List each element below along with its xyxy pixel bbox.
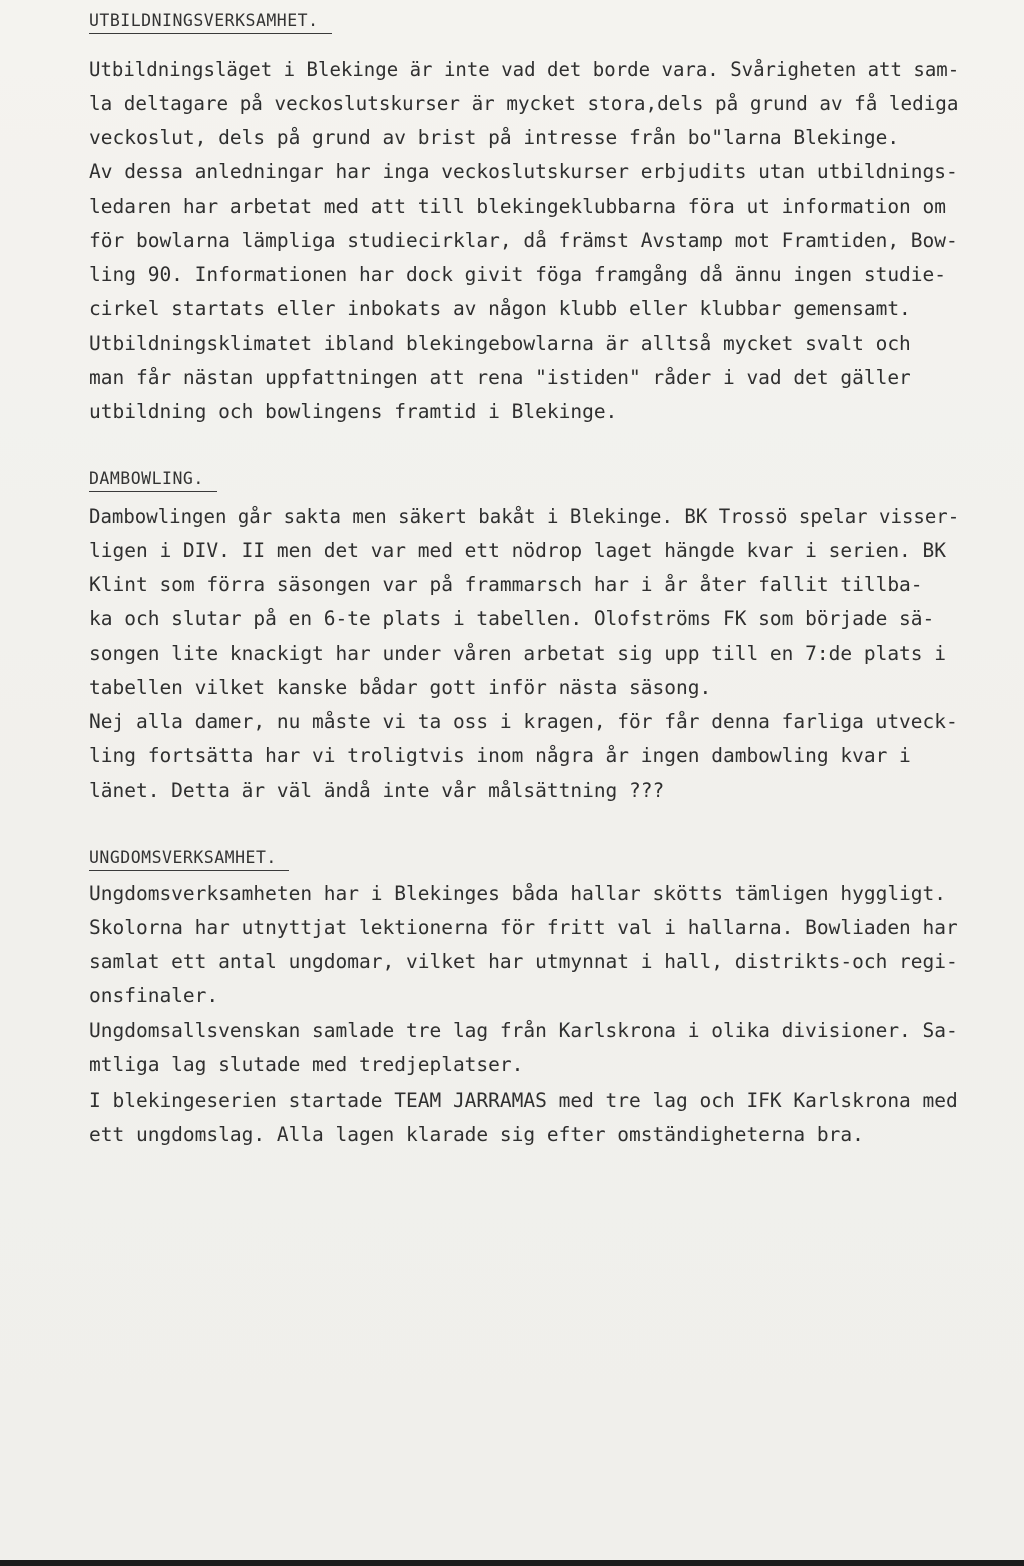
text-line: songen lite knackigt har under våren arbetat sig upp till en 7:de plats i <box>89 642 947 665</box>
heading-underline <box>89 870 289 871</box>
text-line: ka och slutar på en 6-te plats i tabellen. Olofströms FK som började sä- <box>89 607 935 630</box>
text-line: Utbildningsklimatet ibland blekingebowlarna är alltså mycket svalt och <box>89 332 911 355</box>
section-heading-ungdom: UNGDOMSVERKSAMHET. <box>89 848 277 867</box>
text-line: Dambowlingen går sakta men säkert bakåt i Blekinge. BK Trossö spelar visser- <box>89 505 960 528</box>
text-line: Ungdomsverksamheten har i Blekinges båda hallar skötts tämligen hyggligt. <box>89 882 947 905</box>
text-line: Klint som förra säsongen var på frammarsch har i år åter fallit tillba- <box>89 573 923 596</box>
section-heading-dambowling: DAMBOWLING. <box>89 469 204 488</box>
text-line: länet. Detta är väl ändå inte vår målsättning ??? <box>89 779 665 802</box>
text-line: Skolorna har utnyttjat lektionerna för fritt val i hallarna. Bowliaden har <box>89 916 958 939</box>
text-line: Ungdomsallsvenskan samlade tre lag från Karlskrona i olika divisioner. Sa- <box>89 1019 958 1042</box>
text-line: I blekingeserien startade TEAM JARRAMAS med tre lag och IFK Karlskrona med <box>89 1089 958 1112</box>
text-line: veckoslut, dels på grund av brist på intresse från bo"larna Blekinge. <box>89 126 900 149</box>
text-line: ligen i DIV. II men det var med ett nödrop laget hängde kvar i serien. BK <box>89 539 947 562</box>
scan-bottom-edge <box>0 1560 1024 1566</box>
text-line: ling 90. Informationen har dock givit föga framgång då ännu ingen studie- <box>89 263 947 286</box>
text-line: Utbildningsläget i Blekinge är inte vad det borde vara. Svårigheten att sam- <box>89 58 960 81</box>
text-line: la deltagare på veckoslutskurser är mycket stora,dels på grund av få lediga <box>89 92 959 115</box>
text-line: man får nästan uppfattningen att rena "istiden" råder i vad det gäller <box>89 366 911 389</box>
heading-underline <box>89 33 332 34</box>
text-line: mtliga lag slutade med tredjeplatser. <box>89 1053 524 1076</box>
text-line: samlat ett antal ungdomar, vilket har utmynnat i hall, distrikts-och regi- <box>89 950 958 973</box>
text-line: Nej alla damer, nu måste vi ta oss i kragen, för får denna farliga utveck- <box>89 710 958 733</box>
text-line: ett ungdomslag. Alla lagen klarade sig efter omständigheterna bra. <box>89 1123 864 1146</box>
section-heading-utbildning: UTBILDNINGSVERKSAMHET. <box>89 11 319 30</box>
text-line: Av dessa anledningar har inga veckoslutskurser erbjudits utan utbildnings- <box>89 160 958 183</box>
text-line: utbildning och bowlingens framtid i Blekinge. <box>89 400 618 423</box>
text-line: onsfinaler. <box>89 984 219 1007</box>
text-line: ling fortsätta har vi troligtvis inom några år ingen dambowling kvar i <box>89 744 911 767</box>
text-line: tabellen vilket kanske bådar gott inför nästa säsong. <box>89 676 712 699</box>
text-line: ledaren har arbetat med att till blekingeklubbarna föra ut information om <box>89 195 947 218</box>
text-line: cirkel startats eller inbokats av någon klubb eller klubbar gemensamt. <box>89 297 911 320</box>
text-line: för bowlarna lämpliga studiecirklar, då främst Avstamp mot Framtiden, Bow- <box>89 229 958 252</box>
heading-underline <box>89 491 217 492</box>
